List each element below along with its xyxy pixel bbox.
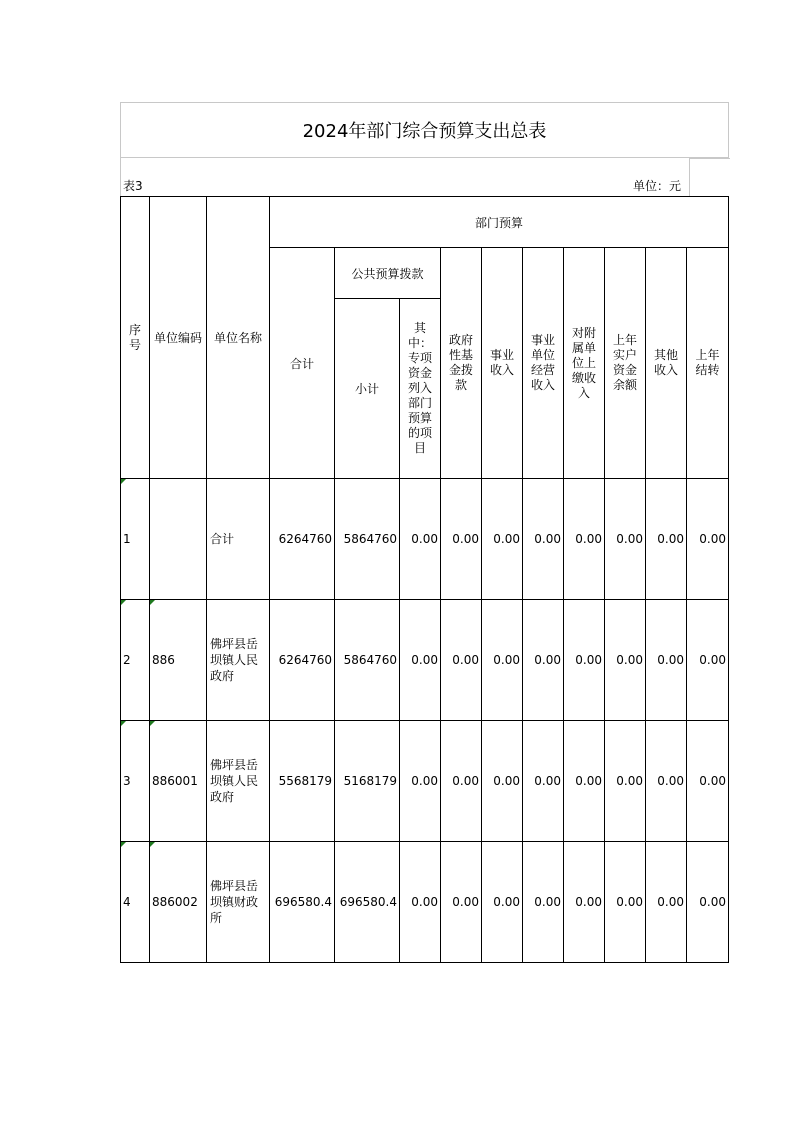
- cell-special: 0.00: [400, 600, 441, 721]
- cell-prev-balance: 0.00: [605, 721, 646, 842]
- cell-name: 佛坪县岳坝镇财政所: [207, 842, 270, 963]
- cell-prev-carry: 0.00: [687, 600, 729, 721]
- cell-biz-income: 0.00: [482, 721, 523, 842]
- cell-biz-unit-income: 0.00: [523, 721, 564, 842]
- budget-table: [120, 196, 729, 963]
- header-code: 单位编码: [150, 197, 207, 479]
- cell-biz-income: 0.00: [482, 479, 523, 600]
- cell-prev-carry: 0.00: [687, 479, 729, 600]
- cell-biz-income: 0.00: [482, 842, 523, 963]
- header-other-income: 其他收入: [646, 248, 687, 479]
- header-prev-carry: 上年结转: [687, 248, 729, 479]
- cell-code: 886: [150, 600, 207, 721]
- cell-gov-fund: 0.00: [441, 600, 482, 721]
- cell-other-income: 0.00: [646, 721, 687, 842]
- cell-biz-unit-income: 0.00: [523, 600, 564, 721]
- header-total: 合计: [270, 248, 335, 479]
- cell-biz-unit-income: 0.00: [523, 479, 564, 600]
- cell-seq: 4: [121, 842, 150, 963]
- cell-subsidiary-income: 0.00: [564, 721, 605, 842]
- cell-subsidiary-income: 0.00: [564, 479, 605, 600]
- cell-prev-balance: 0.00: [605, 600, 646, 721]
- header-biz-unit-income: 事业单位经营收入: [523, 248, 564, 479]
- table-row: [121, 721, 729, 842]
- cell-subsidiary-income: 0.00: [564, 600, 605, 721]
- cell-subsidiary-income: 0.00: [564, 842, 605, 963]
- cell-code: [150, 479, 207, 600]
- header-prev-balance: 上年实户资金余额: [605, 248, 646, 479]
- cell-subtotal: 696580.4: [335, 842, 400, 963]
- cell-total: 5568179: [270, 721, 335, 842]
- cell-prev-balance: 0.00: [605, 479, 646, 600]
- cell-code: 886002: [150, 842, 207, 963]
- cell-name: 合计: [207, 479, 270, 600]
- cell-seq: 2: [121, 600, 150, 721]
- table-number: 表3: [123, 179, 143, 193]
- cell-biz-unit-income: 0.00: [523, 842, 564, 963]
- cell-gov-fund: 0.00: [441, 842, 482, 963]
- cell-gov-fund: 0.00: [441, 721, 482, 842]
- table-row: [121, 600, 729, 721]
- header-seq: 序号: [121, 197, 150, 479]
- table-row: [121, 479, 729, 600]
- cell-special: 0.00: [400, 479, 441, 600]
- cell-seq: 3: [121, 721, 150, 842]
- header-subtotal: 小计: [335, 299, 400, 479]
- cell-subtotal: 5168179: [335, 721, 400, 842]
- header-gov-fund: 政府性基金拨款: [441, 248, 482, 479]
- cell-name: 佛坪县岳坝镇人民政府: [207, 600, 270, 721]
- header-subsidiary-income: 对附属单位上缴收入: [564, 248, 605, 479]
- meta-row: [120, 158, 729, 196]
- unit-label: 单位：元: [632, 179, 681, 193]
- divider: [689, 158, 690, 196]
- cell-name: 佛坪县岳坝镇人民政府: [207, 721, 270, 842]
- cell-total: 6264760: [270, 479, 335, 600]
- cell-total: 696580.4: [270, 842, 335, 963]
- cell-subtotal: 5864760: [335, 600, 400, 721]
- cell-special: 0.00: [400, 721, 441, 842]
- cell-prev-carry: 0.00: [687, 842, 729, 963]
- cell-code: 886001: [150, 721, 207, 842]
- cell-other-income: 0.00: [646, 479, 687, 600]
- cell-prev-carry: 0.00: [687, 721, 729, 842]
- header-biz-income: 事业收入: [482, 248, 523, 479]
- cell-subtotal: 5864760: [335, 479, 400, 600]
- page-title: 2024年部门综合预算支出总表: [120, 102, 729, 158]
- header-name: 单位名称: [207, 197, 270, 479]
- divider: [689, 158, 730, 159]
- cell-special: 0.00: [400, 842, 441, 963]
- cell-other-income: 0.00: [646, 600, 687, 721]
- header-special: 其中：专项资金列入部门预算的项目: [400, 299, 441, 479]
- cell-gov-fund: 0.00: [441, 479, 482, 600]
- header-dept-budget: 部门预算: [270, 197, 729, 248]
- cell-prev-balance: 0.00: [605, 842, 646, 963]
- table-row: [121, 842, 729, 963]
- cell-total: 6264760: [270, 600, 335, 721]
- cell-other-income: 0.00: [646, 842, 687, 963]
- header-public-budget: 公共预算拨款: [335, 248, 441, 299]
- cell-biz-income: 0.00: [482, 600, 523, 721]
- cell-seq: 1: [121, 479, 150, 600]
